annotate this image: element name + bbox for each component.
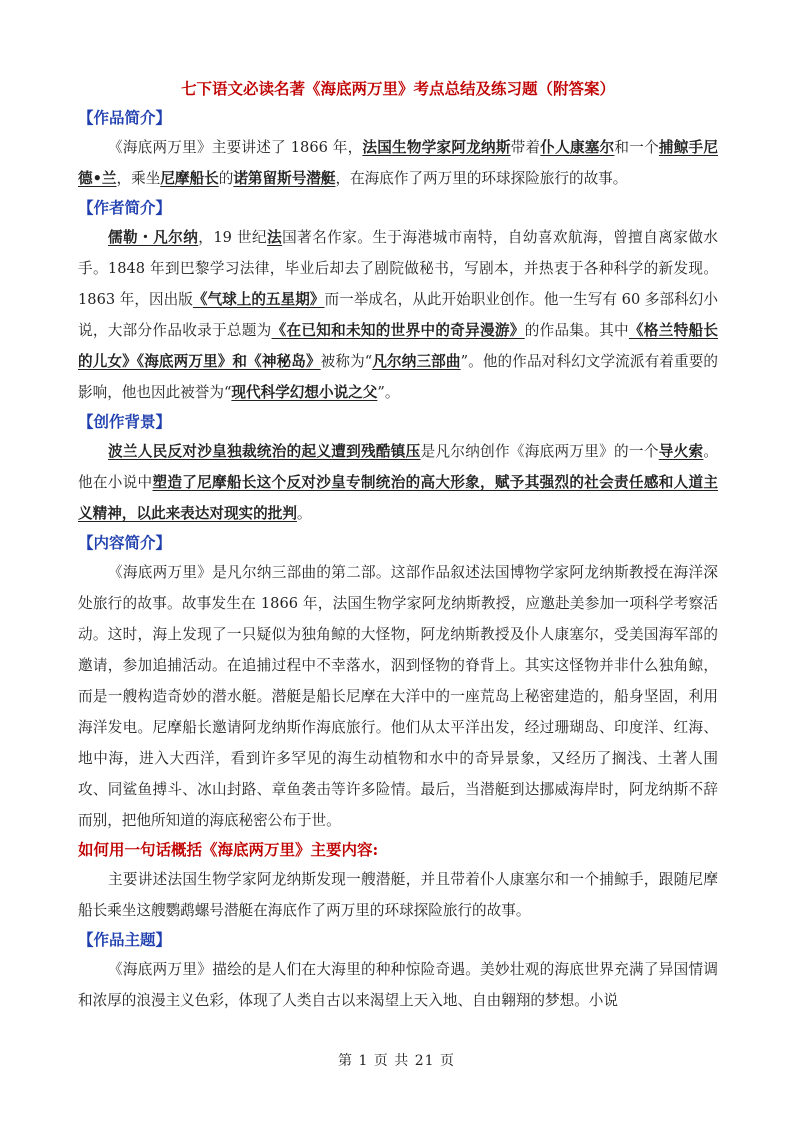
section-heading-background: 【创作背景】	[78, 412, 172, 431]
section-heading-intro: 【作品简介】	[78, 108, 172, 127]
text-run: 。	[296, 505, 312, 522]
text-run: 被称为“	[320, 353, 373, 370]
paragraph-theme: 《海底两万里》描绘的是人们在大海里的种种惊险奇遇。美妙壮观的海底世界充满了异国情调和浓厚的浪漫主义色彩，体现了人类自古以来渴望上天入地、自由翱翔的梦想。小说	[78, 961, 718, 1009]
key-term: 导火索	[658, 443, 704, 460]
paragraph-background	[78, 436, 718, 529]
key-term: 《格兰特船长的儿女》《海底两万里》和《神秘岛》	[78, 322, 718, 370]
key-term: 尼摩船长	[160, 170, 219, 187]
text-run: ”。	[377, 384, 400, 401]
page-footer: 第 1 页 共 21 页	[338, 1053, 455, 1069]
text-run: 《海底两万里》主要讲述了 1866 年，	[108, 139, 363, 156]
text-run: 而一举成名，从此开始职业创作。他一生写有 60 多部科幻小说，大部分作品收录于总题为	[78, 291, 718, 339]
section-heading-theme: 【作品主题】	[78, 930, 172, 949]
section-heading-one-sentence: 如何用一句话概括《海底两万里》主要内容:	[78, 840, 379, 859]
key-term: 法	[267, 229, 283, 246]
key-term: 捕鲸手尼德•兰	[78, 139, 718, 187]
paragraph-summary: 《海底两万里》是凡尔纳三部曲的第二部。这部作品叙述法国博物学家阿龙纳斯教授在海洋深处旅行的故事。故事发生在 1866 年，法国生物学家阿龙纳斯教授，应邀赴美参加一项科学考察活动。这时，海上发现了一只疑似为独角鲸的大怪物，阿龙纳斯教授及仆人康塞尔，受美国海军部的邀请，参加追捕活动。在追捕过程中不幸落水，泅到怪物的脊背上。其实这怪物并非什么独角鲸，而是一艘构造奇妙的潜水艇。潜艇是船长尼摩在大洋中的一座荒岛上秘密建造的，船身坚固，利用海洋发电。尼摩船长邀请阿龙纳斯作海底旅行。他们从太平洋出发，经过珊瑚岛、印度洋、红海、地中海，进入大西洋，看到许多罕见的海生动植物和水中的奇异景象，又经历了搁浅、土著人围攻、同鲨鱼搏斗、冰山封路、章鱼袭击等许多险情。最后，当潜艇到达挪威海岸时，阿龙纳斯不辞而别，把他所知道的海底秘密公布于世。	[78, 564, 718, 829]
text-run: 的作品集。其中	[524, 322, 629, 339]
text-run: ，19 世纪	[198, 229, 268, 246]
key-term: 现代科学幻想小说之父	[231, 384, 378, 401]
key-term: 《在已知和未知的世界中的奇异漫游》	[271, 322, 525, 339]
text-run: ”。他的作品对科幻文学流派有着重要的影响，他也因此被誉为“	[78, 353, 718, 401]
text-run: ，在海底作了两万里的环球探险旅行的故事。	[335, 170, 628, 187]
section-heading-summary: 【内容简介】	[78, 533, 172, 552]
text-run: 和一个	[614, 139, 659, 156]
section-heading-author: 【作者简介】	[78, 198, 172, 217]
key-term: 儒勒・凡尔纳	[108, 229, 199, 246]
text-run: ，乘坐	[116, 170, 161, 187]
key-term: 法国生物学家阿龙纳斯	[362, 139, 511, 156]
document-title: 七下语文必读名著《海底两万里》考点总结及练习题（附答案）	[180, 79, 615, 98]
key-term: 《气球上的五星期》	[192, 291, 325, 308]
key-term: 波兰人民反对沙皇独裁统治的起义遭到残酷镇压	[108, 443, 421, 460]
key-term: 仆人康塞尔	[540, 139, 615, 156]
text-run: 国著名作家。生于海港城市南特，自幼喜欢航海，曾擅自离家做水手。1848 年到巴黎学习法律，毕业后却去了剧院做秘书，写剧本，并热衷于各种科学的新发现。1863 年，因出版	[78, 229, 718, 308]
text-run: 带着	[510, 139, 541, 156]
paragraph-intro	[78, 132, 718, 194]
paragraph-author	[78, 222, 718, 408]
key-term: 凡尔纳三部曲	[372, 353, 461, 370]
text-run: 是凡尔纳创作《海底两万里》的一个	[420, 443, 659, 460]
text-run: 。他在小说中	[78, 443, 718, 491]
key-term: 诺第留斯号潜艇	[233, 170, 336, 187]
document-page	[78, 76, 718, 1016]
paragraph-one-sentence: 主要讲述法国生物学家阿龙纳斯发现一艘潜艇，并且带着仆人康塞尔和一个捕鲸手，跟随尼摩船长乘坐这艘鹦鹉螺号潜艇在海底作了两万里的环球探险旅行的故事。	[78, 871, 718, 919]
text-run: 的	[218, 170, 234, 187]
key-term: 塑造了尼摩船长这个反对沙皇专制统治的高大形象，赋予其强烈的社会责任感和人道主义精神，以此来表达对现实的批判	[78, 474, 718, 522]
